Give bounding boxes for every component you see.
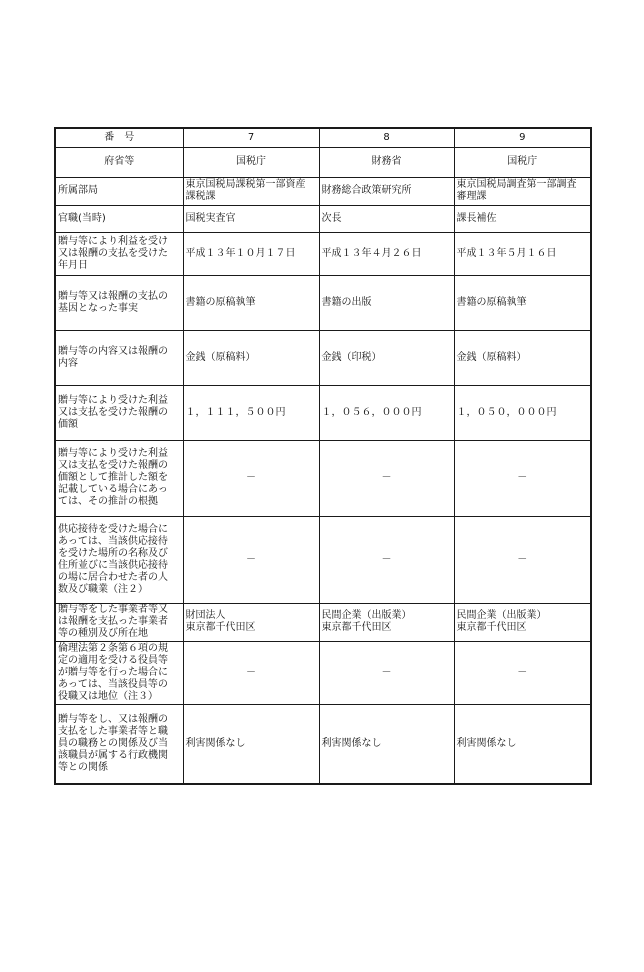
row-label-line: 又は支払を受けた報酬の — [58, 406, 168, 418]
cell-line: － — [517, 666, 528, 678]
row-label-line: 又は支払を受けた報酬の — [58, 460, 168, 471]
cell-line: 金銭（原稿料） — [185, 351, 256, 363]
row-label-line: あっては、当該役員等の — [58, 678, 168, 690]
row-label-line: の場に居合わせた者の人 — [58, 571, 168, 583]
cell-entertainment-2 — [319, 516, 454, 603]
cell-date-2 — [319, 232, 454, 275]
row-label-line: 等の種別及び所在地 — [58, 628, 148, 639]
cell-cause-3 — [454, 275, 591, 330]
table-row-cause — [55, 275, 591, 330]
header-col-7: 7 — [183, 128, 319, 147]
cell-line: － — [517, 553, 528, 565]
row-label-line: 官職(当時) — [58, 212, 106, 224]
cell-date-3 — [454, 232, 591, 275]
table-row-department — [55, 177, 591, 205]
cell-line: 課税課 — [185, 191, 216, 202]
cell-position-2 — [319, 205, 454, 232]
row-label-line: 記載している場合にあっ — [58, 484, 168, 495]
row-label-entertainment — [55, 516, 183, 603]
row-label-line: 贈与等により受けた利益 — [58, 448, 168, 459]
cell-line: 国税実査官 — [185, 212, 236, 224]
row-label-line: が贈与等を行った場合に — [58, 666, 168, 678]
cell-line: － — [246, 472, 256, 483]
row-label-line: 価額として推計した額を — [58, 472, 168, 483]
cell-position-3 — [454, 205, 591, 232]
table-row-ministry — [55, 147, 591, 177]
table-row-position — [55, 205, 591, 232]
cell-line: 金銭（印税） — [321, 351, 382, 363]
cell-line: － — [381, 553, 392, 565]
row-label-line: 贈与等の内容又は報酬の — [58, 345, 168, 357]
cell-line: 国税庁 — [507, 156, 538, 167]
header-col-8: 8 — [319, 128, 454, 147]
cell-line: 東京都千代田区 — [185, 622, 256, 633]
row-label-ministry — [55, 147, 183, 177]
cell-line: － — [517, 472, 528, 483]
cell-line: － — [381, 472, 392, 483]
cell-position-1 — [183, 205, 319, 232]
cell-line: 平成１３年５月１６日 — [456, 247, 557, 259]
row-label-line: あっては、当該供応接待 — [58, 535, 168, 547]
cell-line: 東京都千代田区 — [456, 622, 527, 633]
table-row-relationship — [55, 704, 591, 784]
cell-line: 平成１３年１０月１７日 — [185, 247, 296, 259]
row-label-line: 倫理法第２条第６項の規 — [58, 642, 168, 654]
cell-line: 民間企業（出版業） — [456, 610, 547, 621]
cell-line: － — [246, 553, 256, 565]
cell-line: １，１１１，５００円 — [185, 406, 286, 418]
row-label-line: 府省等 — [104, 156, 135, 167]
cell-relationship-1 — [183, 704, 319, 784]
cell-line: 東京都千代田区 — [321, 622, 392, 633]
cell-department-2 — [319, 177, 454, 205]
cell-officer-1 — [183, 641, 319, 704]
row-label-line: 内容 — [58, 357, 78, 369]
cell-line: １，０５６，０００円 — [321, 406, 422, 418]
cell-line: 次長 — [321, 212, 342, 224]
row-label-line: は報酬を支払った事業者 — [58, 616, 168, 627]
row-label-line: 贈与等をし、又は報酬の — [58, 713, 168, 725]
row-label-line: 定の適用を受ける役員等 — [58, 654, 168, 666]
table-body — [55, 128, 591, 784]
row-label-line: 贈与等をした事業者等又 — [58, 604, 168, 615]
cell-ministry-3 — [454, 147, 591, 177]
table-row-business — [55, 603, 591, 641]
cell-entertainment-1 — [183, 516, 319, 603]
cell-entertainment-3 — [454, 516, 591, 603]
cell-department-3 — [454, 177, 591, 205]
header-col-9: 9 — [454, 128, 591, 147]
cell-line: 東京国税局調査第一部調査 — [456, 179, 577, 190]
table-row-content — [55, 330, 591, 385]
row-label-line: 数及び職業（注２） — [58, 583, 148, 595]
cell-amount-2 — [319, 385, 454, 440]
cell-line: 利害関係なし — [185, 737, 246, 749]
cell-amount-3 — [454, 385, 591, 440]
cell-content-3 — [454, 330, 591, 385]
table-row-estimate — [55, 440, 591, 516]
cell-line: 国税庁 — [236, 156, 266, 167]
cell-line: 民間企業（出版業） — [321, 610, 412, 621]
cell-estimate-1 — [183, 440, 319, 516]
cell-officer-2 — [319, 641, 454, 704]
cell-line: 利害関係なし — [456, 737, 517, 749]
row-label-line: 贈与等により利益を受け — [58, 235, 168, 247]
row-label-line: 役職又は地位（注３） — [58, 690, 158, 702]
row-label-date — [55, 232, 183, 275]
row-label-cause — [55, 275, 183, 330]
cell-line: 書籍の原稿執筆 — [456, 296, 527, 308]
cell-line: 書籍の出版 — [321, 296, 372, 308]
row-label-line: 年月日 — [58, 259, 88, 271]
cell-line: 財団法人 — [185, 610, 226, 621]
row-label-line: 又は報酬の支払を受けた — [58, 247, 168, 259]
cell-line: － — [246, 666, 256, 678]
cell-officer-3 — [454, 641, 591, 704]
row-label-line: 住所並びに当該供応接待 — [58, 559, 168, 571]
row-label-line: 等との関係 — [58, 761, 108, 773]
cell-relationship-2 — [319, 704, 454, 784]
table-row-amount — [55, 385, 591, 440]
table-row-date — [55, 232, 591, 275]
cell-cause-2 — [319, 275, 454, 330]
cell-business-2 — [319, 603, 454, 641]
row-label-officer — [55, 641, 183, 704]
row-label-department — [55, 177, 183, 205]
cell-line: 財務総合政策研究所 — [321, 185, 412, 196]
row-label-line: を受けた場所の名称及び — [58, 547, 168, 559]
cell-line: 課長補佐 — [456, 212, 497, 224]
table-row-entertainment — [55, 516, 591, 603]
cell-line: 東京国税局課税第一部資産 — [185, 179, 306, 190]
cell-line: １，０５０，０００円 — [456, 406, 557, 418]
row-label-estimate — [55, 440, 183, 516]
row-label-content — [55, 330, 183, 385]
cell-ministry-2 — [319, 147, 454, 177]
cell-line: 書籍の原稿執筆 — [185, 296, 256, 308]
cell-estimate-2 — [319, 440, 454, 516]
disclosure-table — [54, 127, 592, 785]
row-label-line: 基因となった事実 — [58, 302, 138, 314]
cell-line: 平成１３年４月２６日 — [321, 247, 422, 259]
row-label-line: 該職員が属する行政機関 — [58, 749, 168, 761]
cell-content-1 — [183, 330, 319, 385]
row-label-line: ては、その推計の根拠 — [58, 496, 158, 507]
cell-line: 審理課 — [456, 191, 487, 202]
cell-line: － — [381, 666, 392, 678]
row-label-line: 贈与等又は報酬の支払の — [58, 290, 168, 302]
cell-line: 金銭（原稿料） — [456, 351, 527, 363]
cell-business-3 — [454, 603, 591, 641]
cell-estimate-3 — [454, 440, 591, 516]
row-label-line: 贈与等により受けた利益 — [58, 394, 168, 406]
cell-content-2 — [319, 330, 454, 385]
cell-relationship-3 — [454, 704, 591, 784]
row-label-line: 価額 — [58, 418, 78, 430]
row-label-amount — [55, 385, 183, 440]
row-label-line: 供応接待を受けた場合に — [58, 523, 168, 535]
row-label-line: 員の職務との関係及び当 — [58, 737, 168, 749]
cell-line: 財務省 — [371, 156, 402, 167]
row-label-line: 支払をした事業者等と職 — [58, 725, 168, 737]
row-label-position — [55, 205, 183, 232]
row-label-relationship — [55, 704, 183, 784]
header-label: 番 号 — [55, 128, 183, 147]
cell-line: 利害関係なし — [321, 737, 382, 749]
cell-business-1 — [183, 603, 319, 641]
cell-department-1 — [183, 177, 319, 205]
cell-ministry-1 — [183, 147, 319, 177]
table-row-officer — [55, 641, 591, 704]
cell-date-1 — [183, 232, 319, 275]
header-row — [55, 128, 591, 147]
cell-amount-1 — [183, 385, 319, 440]
cell-cause-1 — [183, 275, 319, 330]
row-label-business — [55, 603, 183, 641]
row-label-line: 所属部局 — [58, 185, 98, 196]
